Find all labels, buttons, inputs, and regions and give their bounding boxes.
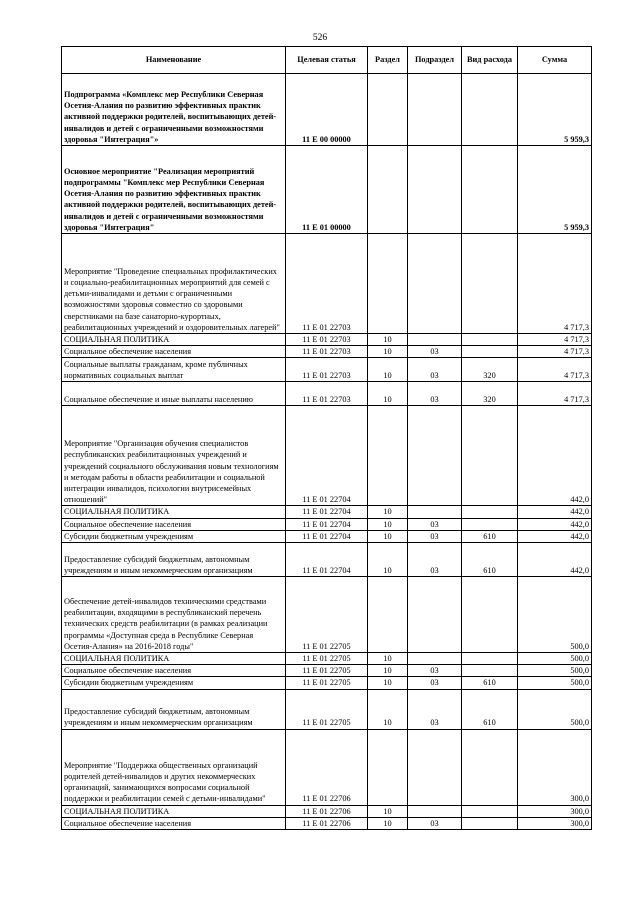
row-subsection (408, 729, 462, 805)
row-target: 11 Е 01 22706 (286, 805, 368, 817)
row-amount: 500,0 (518, 665, 592, 677)
row-amount: 442,0 (518, 518, 592, 530)
row-amount: 442,0 (518, 406, 592, 506)
row-name: Мероприятие "Организация обучения специалистов республиканских реабилитационных учреждений и учреждений социального обслуживания новым технологиям и методам работы в области реабилитации и социальной интеграции инвалидов, психологии внутрисемейных отношений" (62, 406, 286, 506)
row-target: 11 Е 01 00000 (286, 146, 368, 234)
row-subsection: 03 (408, 358, 462, 382)
row-target: 11 Е 01 22704 (286, 530, 368, 542)
table-row (62, 665, 592, 677)
row-expense-type (462, 817, 518, 829)
row-section (368, 577, 408, 653)
row-subsection: 03 (408, 543, 462, 577)
header-subsection: Подраздел (408, 47, 462, 74)
table-row (62, 382, 592, 406)
row-section (368, 146, 408, 234)
row-amount: 5 959,3 (518, 74, 592, 146)
row-expense-type (462, 518, 518, 530)
budget-table (61, 46, 592, 830)
row-name: Предоставление субсидий бюджетным, автономным учреждениям и иным некоммерческим организациям (62, 543, 286, 577)
row-name: Социальное обеспечение населения (62, 346, 286, 358)
table-row (62, 234, 592, 334)
row-section (368, 74, 408, 146)
table-row (62, 506, 592, 518)
row-expense-type (462, 346, 518, 358)
row-amount: 442,0 (518, 543, 592, 577)
row-expense-type (462, 577, 518, 653)
row-section: 10 (368, 530, 408, 542)
row-subsection (408, 334, 462, 346)
row-subsection: 03 (408, 382, 462, 406)
row-amount: 442,0 (518, 506, 592, 518)
row-name: Подпрограмма «Комплекс мер Республики Северная Осетия-Алания по развитию эффективных практик активной поддержки родителей, воспитывающих детей-инвалидов и детей с ограниченными возможностями здоровья "Интеграция"» (62, 74, 286, 146)
row-expense-type: 610 (462, 543, 518, 577)
row-target: 11 Е 01 22706 (286, 729, 368, 805)
row-target: 11 Е 01 22704 (286, 506, 368, 518)
row-name: Мероприятие "Проведение специальных профилактических и социально-реабилитационных мероприятий для семей с детьми-инвалидами и детьми с ограниченными возможностями здоровья совместно со здоровыми сверстниками на базе санаторно-курортных, реабилитационных учреждений и оздоровительных лагерей" (62, 234, 286, 334)
row-target: 11 Е 01 22703 (286, 382, 368, 406)
header-expense-type: Вид расхода (462, 47, 518, 74)
table-row (62, 530, 592, 542)
row-name: СОЦИАЛЬНАЯ ПОЛИТИКА (62, 805, 286, 817)
row-subsection (408, 805, 462, 817)
row-amount: 500,0 (518, 689, 592, 729)
table-row (62, 358, 592, 382)
row-subsection (408, 506, 462, 518)
row-amount: 4 717,3 (518, 346, 592, 358)
row-target: 11 Е 01 22705 (286, 653, 368, 665)
row-subsection: 03 (408, 689, 462, 729)
table-row (62, 346, 592, 358)
row-section (368, 406, 408, 506)
row-target: 11 Е 01 22706 (286, 817, 368, 829)
row-expense-type: 610 (462, 530, 518, 542)
header-section: Раздел (368, 47, 408, 74)
page-number: 526 (312, 33, 328, 43)
row-section: 10 (368, 817, 408, 829)
row-subsection (408, 146, 462, 234)
table-row (62, 677, 592, 689)
row-subsection: 03 (408, 530, 462, 542)
row-target: 11 Е 01 22703 (286, 234, 368, 334)
row-section: 10 (368, 689, 408, 729)
row-expense-type: 610 (462, 689, 518, 729)
row-subsection (408, 234, 462, 334)
table-row (62, 406, 592, 506)
row-section: 10 (368, 518, 408, 530)
row-section: 10 (368, 805, 408, 817)
row-expense-type (462, 805, 518, 817)
row-target: 11 Е 01 22705 (286, 665, 368, 677)
row-subsection (408, 653, 462, 665)
row-target: 11 Е 00 00000 (286, 74, 368, 146)
row-subsection (408, 577, 462, 653)
row-target: 11 Е 01 22705 (286, 677, 368, 689)
row-target: 11 Е 01 22705 (286, 577, 368, 653)
row-expense-type (462, 406, 518, 506)
row-amount: 4 717,3 (518, 334, 592, 346)
row-section (368, 234, 408, 334)
row-amount: 500,0 (518, 653, 592, 665)
row-expense-type (462, 146, 518, 234)
row-target: 11 Е 01 22704 (286, 518, 368, 530)
row-section: 10 (368, 506, 408, 518)
table-row (62, 543, 592, 577)
row-name: Субсидии бюджетным учреждениям (62, 677, 286, 689)
row-target: 11 Е 01 22703 (286, 346, 368, 358)
table-row (62, 577, 592, 653)
row-subsection: 03 (408, 346, 462, 358)
row-name: Субсидии бюджетным учреждениям (62, 530, 286, 542)
row-amount: 300,0 (518, 805, 592, 817)
row-expense-type: 610 (462, 677, 518, 689)
row-subsection: 03 (408, 677, 462, 689)
row-section: 10 (368, 665, 408, 677)
row-amount: 500,0 (518, 577, 592, 653)
table-row (62, 689, 592, 729)
row-target: 11 Е 01 22703 (286, 334, 368, 346)
row-amount: 4 717,3 (518, 234, 592, 334)
row-expense-type (462, 234, 518, 334)
row-expense-type (462, 653, 518, 665)
row-section: 10 (368, 382, 408, 406)
row-expense-type (462, 665, 518, 677)
row-subsection (408, 406, 462, 506)
table-row (62, 805, 592, 817)
table-row (62, 146, 592, 234)
row-target: 11 Е 01 22704 (286, 543, 368, 577)
header-target: Целевая статья (286, 47, 368, 74)
table-row (62, 518, 592, 530)
table-row (62, 817, 592, 829)
row-amount: 300,0 (518, 729, 592, 805)
row-section: 10 (368, 334, 408, 346)
row-amount: 4 717,3 (518, 358, 592, 382)
table-row (62, 334, 592, 346)
table-row (62, 653, 592, 665)
table-header-row (62, 47, 592, 74)
row-name: Социальные выплаты гражданам, кроме публичных нормативных социальных выплат (62, 358, 286, 382)
row-section (368, 729, 408, 805)
row-expense-type (462, 334, 518, 346)
row-subsection (408, 74, 462, 146)
row-section: 10 (368, 346, 408, 358)
row-section: 10 (368, 358, 408, 382)
header-amount: Сумма (518, 47, 592, 74)
row-expense-type (462, 506, 518, 518)
row-name: Социальное обеспечение населения (62, 518, 286, 530)
row-amount: 5 959,3 (518, 146, 592, 234)
row-name: СОЦИАЛЬНАЯ ПОЛИТИКА (62, 334, 286, 346)
row-amount: 300,0 (518, 817, 592, 829)
table-row (62, 74, 592, 146)
row-expense-type (462, 729, 518, 805)
row-name: Социальное обеспечение и иные выплаты населению (62, 382, 286, 406)
row-name: Предоставление субсидий бюджетным, автономным учреждениям и иным некоммерческим организациям (62, 689, 286, 729)
row-section: 10 (368, 543, 408, 577)
row-amount: 4 717,3 (518, 382, 592, 406)
row-target: 11 Е 01 22705 (286, 689, 368, 729)
row-expense-type (462, 74, 518, 146)
row-subsection: 03 (408, 817, 462, 829)
row-subsection: 03 (408, 665, 462, 677)
row-name: Основное мероприятие "Реализация мероприятий подпрограммы "Комплекс мер Республики Северная Осетия-Алания по развитию эффективных практик активной поддержки родителей, воспитывающих детей-инвалидов и детей с ограниченными возможностями здоровья "Интеграция" (62, 146, 286, 234)
row-expense-type: 320 (462, 358, 518, 382)
row-target: 11 Е 01 22703 (286, 358, 368, 382)
row-amount: 442,0 (518, 530, 592, 542)
header-name: Наименование (62, 47, 286, 74)
row-target: 11 Е 01 22704 (286, 406, 368, 506)
row-name: Социальное обеспечение населения (62, 665, 286, 677)
row-name: Обеспечение детей-инвалидов техническими средствами реабилитации, входящими в республиканский перечень технических средств реабилитации (в рамках реализации программы «Доступная среда в Республике Северная Осетия-Алания» на 2016-2018 годы" (62, 577, 286, 653)
row-section: 10 (368, 653, 408, 665)
row-amount: 500,0 (518, 677, 592, 689)
table-row (62, 729, 592, 805)
row-expense-type: 320 (462, 382, 518, 406)
row-name: СОЦИАЛЬНАЯ ПОЛИТИКА (62, 506, 286, 518)
row-subsection: 03 (408, 518, 462, 530)
row-name: Мероприятие "Поддержка общественных организаций родителей детей-инвалидов и других некоммерческих организаций, занимающихся вопросами социальной поддержки и реабилитации семей с детьми-инвалидами" (62, 729, 286, 805)
row-name: СОЦИАЛЬНАЯ ПОЛИТИКА (62, 653, 286, 665)
row-name: Социальное обеспечение населения (62, 817, 286, 829)
row-section: 10 (368, 677, 408, 689)
